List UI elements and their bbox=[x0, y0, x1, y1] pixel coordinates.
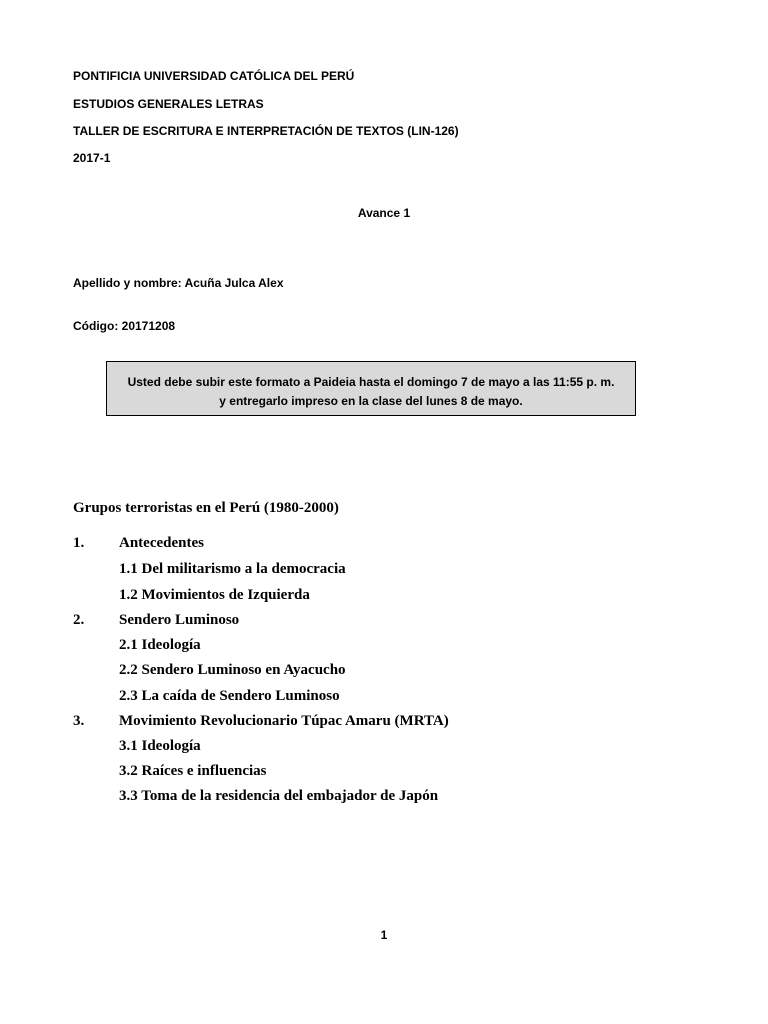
document-title: Avance 1 bbox=[357, 206, 411, 220]
student-name: Apellido y nombre: Acuña Julca Alex bbox=[73, 276, 284, 290]
section-number: 2. bbox=[73, 612, 85, 628]
subsection-item: 1.1 Del militarismo a la democracia bbox=[119, 561, 346, 577]
subsection-item: 3.1 Ideología bbox=[119, 738, 201, 754]
course-name: TALLER DE ESCRITURA E INTERPRETACIÓN DE TEXTOS (LIN-126) bbox=[73, 124, 459, 138]
section-number: 3. bbox=[73, 713, 85, 729]
notice-line-1: Usted debe subir este formato a Paideia hasta el domingo 7 de mayo a las 11:55 p. m. bbox=[127, 375, 615, 389]
section-number: 1. bbox=[73, 535, 85, 551]
section-title: Movimiento Revolucionario Túpac Amaru (MRTA) bbox=[119, 713, 449, 729]
subsection-item: 1.2 Movimientos de Izquierda bbox=[119, 587, 310, 603]
subsection-item: 2.3 La caída de Sendero Luminoso bbox=[119, 688, 340, 704]
faculty-name: ESTUDIOS GENERALES LETRAS bbox=[73, 97, 264, 111]
section-title: Sendero Luminoso bbox=[119, 612, 240, 628]
subsection-item: 3.2 Raíces e influencias bbox=[119, 763, 267, 779]
subsection-item: 3.3 Toma de la residencia del embajador de Japón bbox=[119, 788, 439, 804]
page-number: 1 bbox=[380, 928, 388, 942]
subsection-item: 2.2 Sendero Luminoso en Ayacucho bbox=[119, 662, 346, 678]
term: 2017-1 bbox=[73, 151, 111, 165]
notice-line-2: y entregarlo impreso en la clase del lunes 8 de mayo. bbox=[219, 394, 523, 408]
subsection-item: 2.1 Ideología bbox=[119, 637, 201, 653]
student-code: Código: 20171208 bbox=[73, 319, 176, 333]
outline-heading: Grupos terroristas en el Perú (1980-2000) bbox=[73, 500, 339, 516]
deadline-notice-box bbox=[106, 361, 636, 416]
section-title: Antecedentes bbox=[119, 535, 204, 551]
university-name: PONTIFICIA UNIVERSIDAD CATÓLICA DEL PERÚ bbox=[73, 69, 355, 83]
